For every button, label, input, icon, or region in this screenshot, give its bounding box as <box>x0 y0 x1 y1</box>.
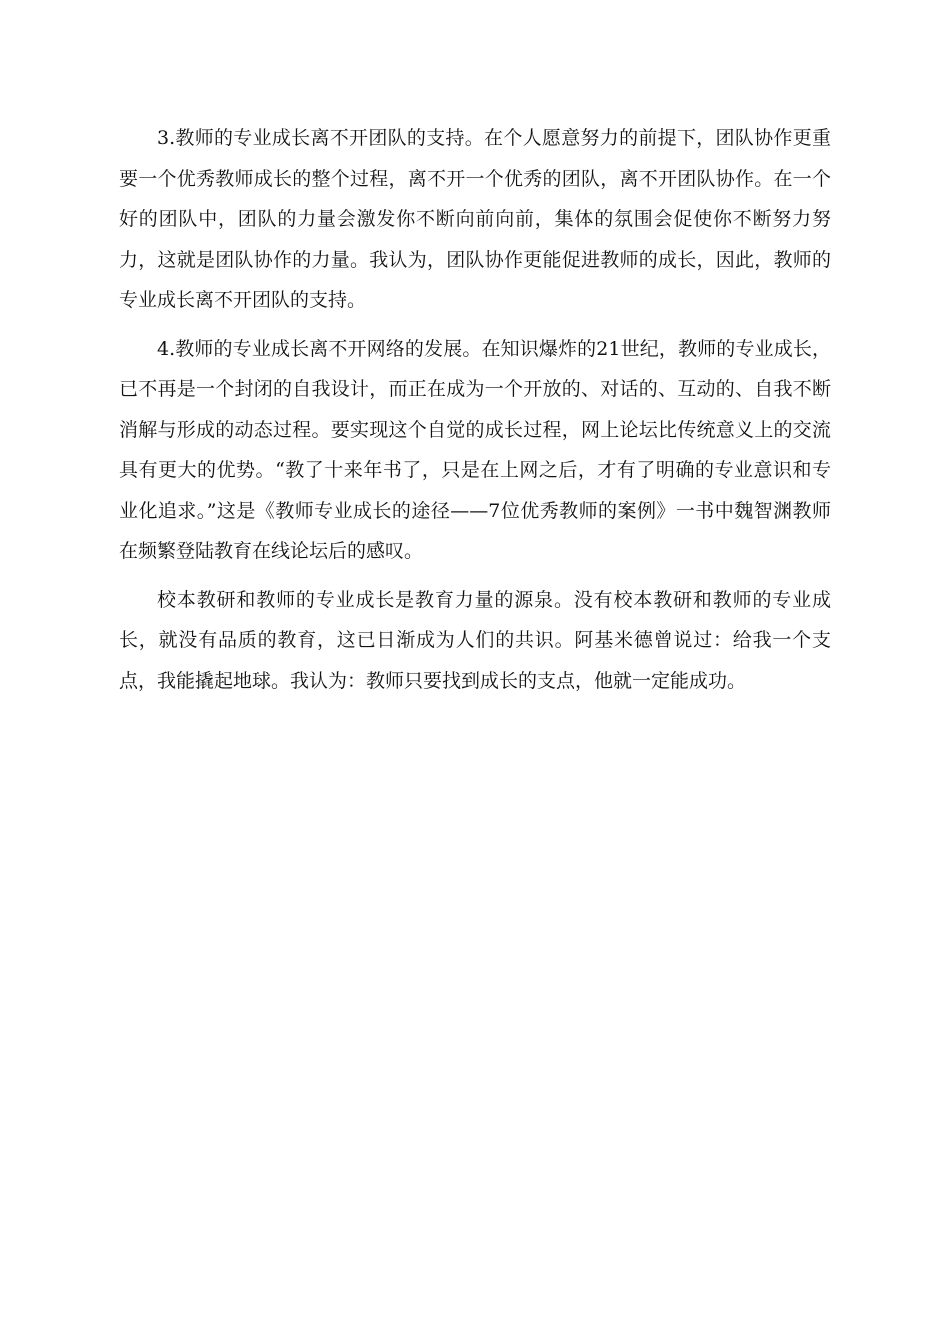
document-body <box>119 118 831 709</box>
paragraph-team-support: 3.教师的专业成长离不开团队的支持。在个人愿意努力的前提下，团队协作更重要一个优秀教师成长的整个过程，离不开一个优秀的团队，离不开团队协作。在一个好的团队中，团队的力量会激发你不断向前向前，集体的氛围会促使你不断努力努力，这就是团队协作的力量。我认为，团队协作更能促进教师的成长，因此，教师的专业成长离不开团队的支持。 <box>119 127 831 311</box>
paragraph-conclusion: 校本教研和教师的专业成长是教育力量的源泉。没有校本教研和教师的专业成长，就没有品质的教育，这已日渐成为人们的共识。阿基米德曾说过：给我一个支点，我能撬起地球。我认为：教师只要找到成长的支点，他就一定能成功。 <box>119 588 831 692</box>
paragraph-network-development: 4.教师的专业成长离不开网络的发展。在知识爆炸的21世纪，教师的专业成长，已不再是一个封闭的自我设计，而正在成为一个开放的、对话的、互动的、自我不断消解与形成的动态过程。要实现这个自觉的成长过程，网上论坛比传统意义上的交流具有更大的优势。“教了十来年书了，只是在上网之后，才有了明确的专业意识和专业化追求。”这是《教师专业成长的途径——7位优秀教师的案例》一书中魏智渊教师在频繁登陆教育在线论坛后的感叹。 <box>119 337 831 562</box>
